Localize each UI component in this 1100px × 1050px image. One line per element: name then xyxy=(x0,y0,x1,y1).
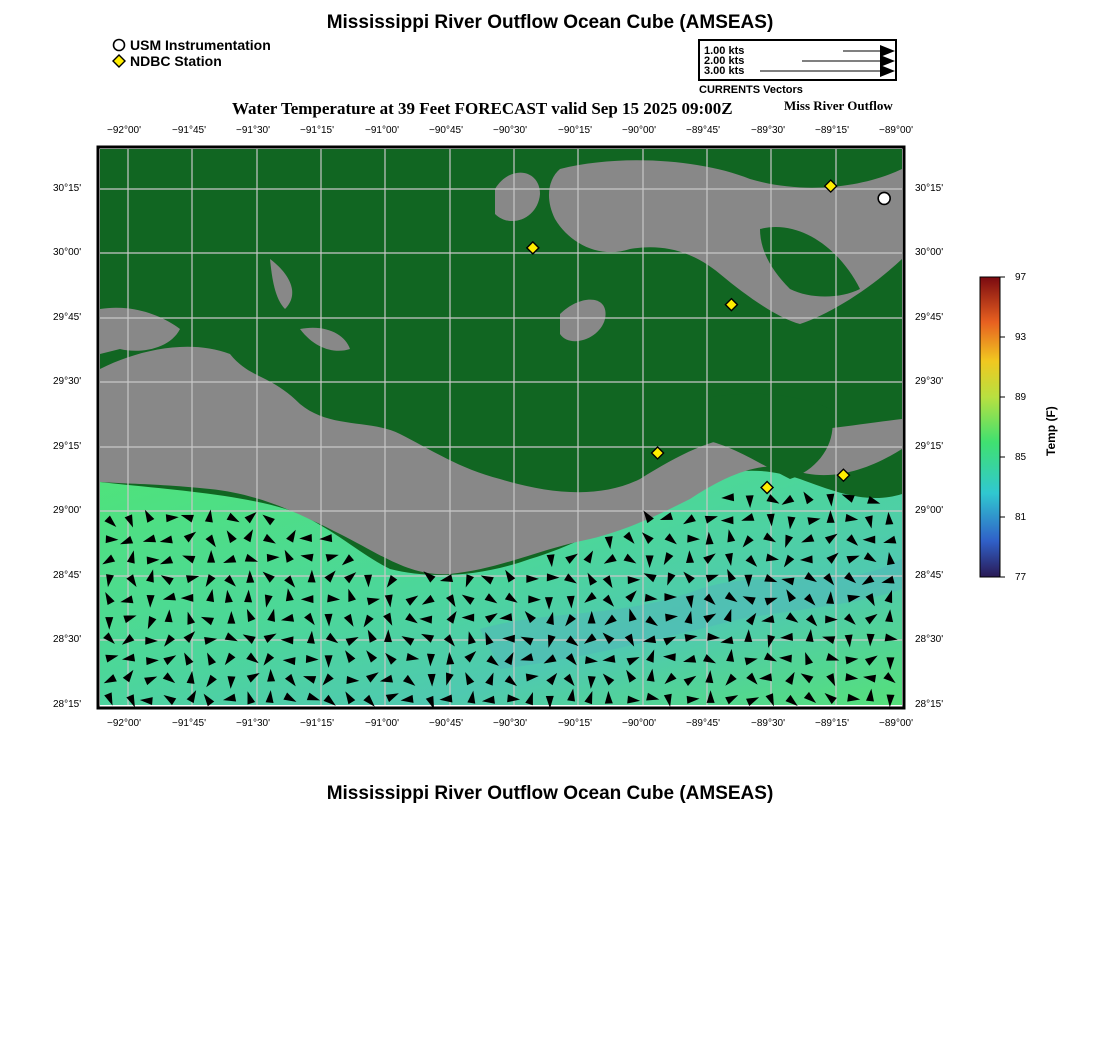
lat-tick: 28°45' xyxy=(53,570,82,581)
lat-tick: 29°30' xyxy=(53,376,82,387)
usm-instrument-marker[interactable] xyxy=(878,192,890,204)
legend-ndbc xyxy=(112,53,222,69)
circle-marker-icon xyxy=(112,38,126,52)
lat-tick: 29°15' xyxy=(53,441,82,452)
diamond-marker-icon xyxy=(112,54,126,68)
lat-tick: 29°00' xyxy=(53,505,82,516)
lon-tick: −89°45' xyxy=(686,125,720,136)
vector-label-3: 3.00 kts xyxy=(704,65,745,77)
lon-tick: −89°15' xyxy=(815,125,849,136)
lat-tick: 29°00' xyxy=(915,505,944,516)
lon-tick: −92°00' xyxy=(107,125,141,136)
colorbar-label: Temp (F) xyxy=(1044,406,1058,456)
lon-tick: −90°00' xyxy=(622,125,656,136)
bottom-title: Mississippi River Outflow Ocean Cube (AMSEAS) xyxy=(326,783,774,804)
legend-usm-label: USM Instrumentation xyxy=(130,37,271,53)
lon-tick: −90°15' xyxy=(558,718,592,729)
lon-tick: −89°15' xyxy=(815,718,849,729)
lon-tick: −90°30' xyxy=(493,125,527,136)
temperature-colorbar xyxy=(975,272,1035,584)
lon-tick: −90°00' xyxy=(622,718,656,729)
lon-tick: −90°30' xyxy=(493,718,527,729)
lon-tick: −89°30' xyxy=(751,718,785,729)
lon-tick: −91°15' xyxy=(300,718,334,729)
lon-tick: −89°30' xyxy=(751,125,785,136)
lat-tick: 28°30' xyxy=(53,634,82,645)
map-subtitle: Water Temperature at 39 Feet FORECAST valid Sep 15 2025 09:00Z xyxy=(232,99,733,118)
map-title: Mississippi River Outflow Ocean Cube (AMSEAS) xyxy=(326,12,774,33)
colorbar-tick: 85 xyxy=(1015,452,1027,463)
lon-tick: −91°30' xyxy=(236,718,270,729)
vector-label-2: 2.00 kts xyxy=(704,55,745,67)
lat-tick: 28°15' xyxy=(53,699,82,710)
vector-arrows-icon xyxy=(700,41,895,79)
lon-tick: −91°45' xyxy=(172,718,206,729)
region-label: Miss River Outflow xyxy=(784,98,893,113)
lat-tick: 28°15' xyxy=(915,699,944,710)
lat-tick: 29°45' xyxy=(53,312,82,323)
lat-tick: 29°30' xyxy=(915,376,944,387)
lat-tick: 30°00' xyxy=(915,247,944,258)
colorbar-tick: 89 xyxy=(1015,392,1027,403)
colorbar-tick: 81 xyxy=(1015,512,1027,523)
lat-tick: 29°15' xyxy=(915,441,944,452)
colorbar-tick: 93 xyxy=(1015,332,1027,343)
legend-usm xyxy=(112,37,271,53)
vector-label-1: 1.00 kts xyxy=(704,45,745,57)
vectors-caption: CURRENTS Vectors xyxy=(699,84,803,96)
lon-tick: −90°45' xyxy=(429,125,463,136)
lon-tick: −89°45' xyxy=(686,718,720,729)
currents-vector-legend xyxy=(698,39,897,81)
lon-tick: −91°30' xyxy=(236,125,270,136)
lon-tick: −91°00' xyxy=(365,125,399,136)
colorbar-tick: 77 xyxy=(1015,572,1027,583)
lon-tick: −91°00' xyxy=(365,718,399,729)
lat-tick: 28°30' xyxy=(915,634,944,645)
legend-ndbc-label: NDBC Station xyxy=(130,53,222,69)
lat-tick: 30°00' xyxy=(53,247,82,258)
lon-tick: −91°15' xyxy=(300,125,334,136)
lon-tick: −90°45' xyxy=(429,718,463,729)
lon-tick: −89°00' xyxy=(879,125,913,136)
lon-tick: −91°45' xyxy=(172,125,206,136)
lon-tick: −92°00' xyxy=(107,718,141,729)
colorbar-tick: 97 xyxy=(1015,272,1027,283)
lat-tick: 30°15' xyxy=(53,183,82,194)
lon-tick: −89°00' xyxy=(879,718,913,729)
lon-tick: −90°15' xyxy=(558,125,592,136)
lat-tick: 29°45' xyxy=(915,312,944,323)
map-canvas xyxy=(96,145,906,710)
lat-tick: 30°15' xyxy=(915,183,944,194)
lat-tick: 28°45' xyxy=(915,570,944,581)
